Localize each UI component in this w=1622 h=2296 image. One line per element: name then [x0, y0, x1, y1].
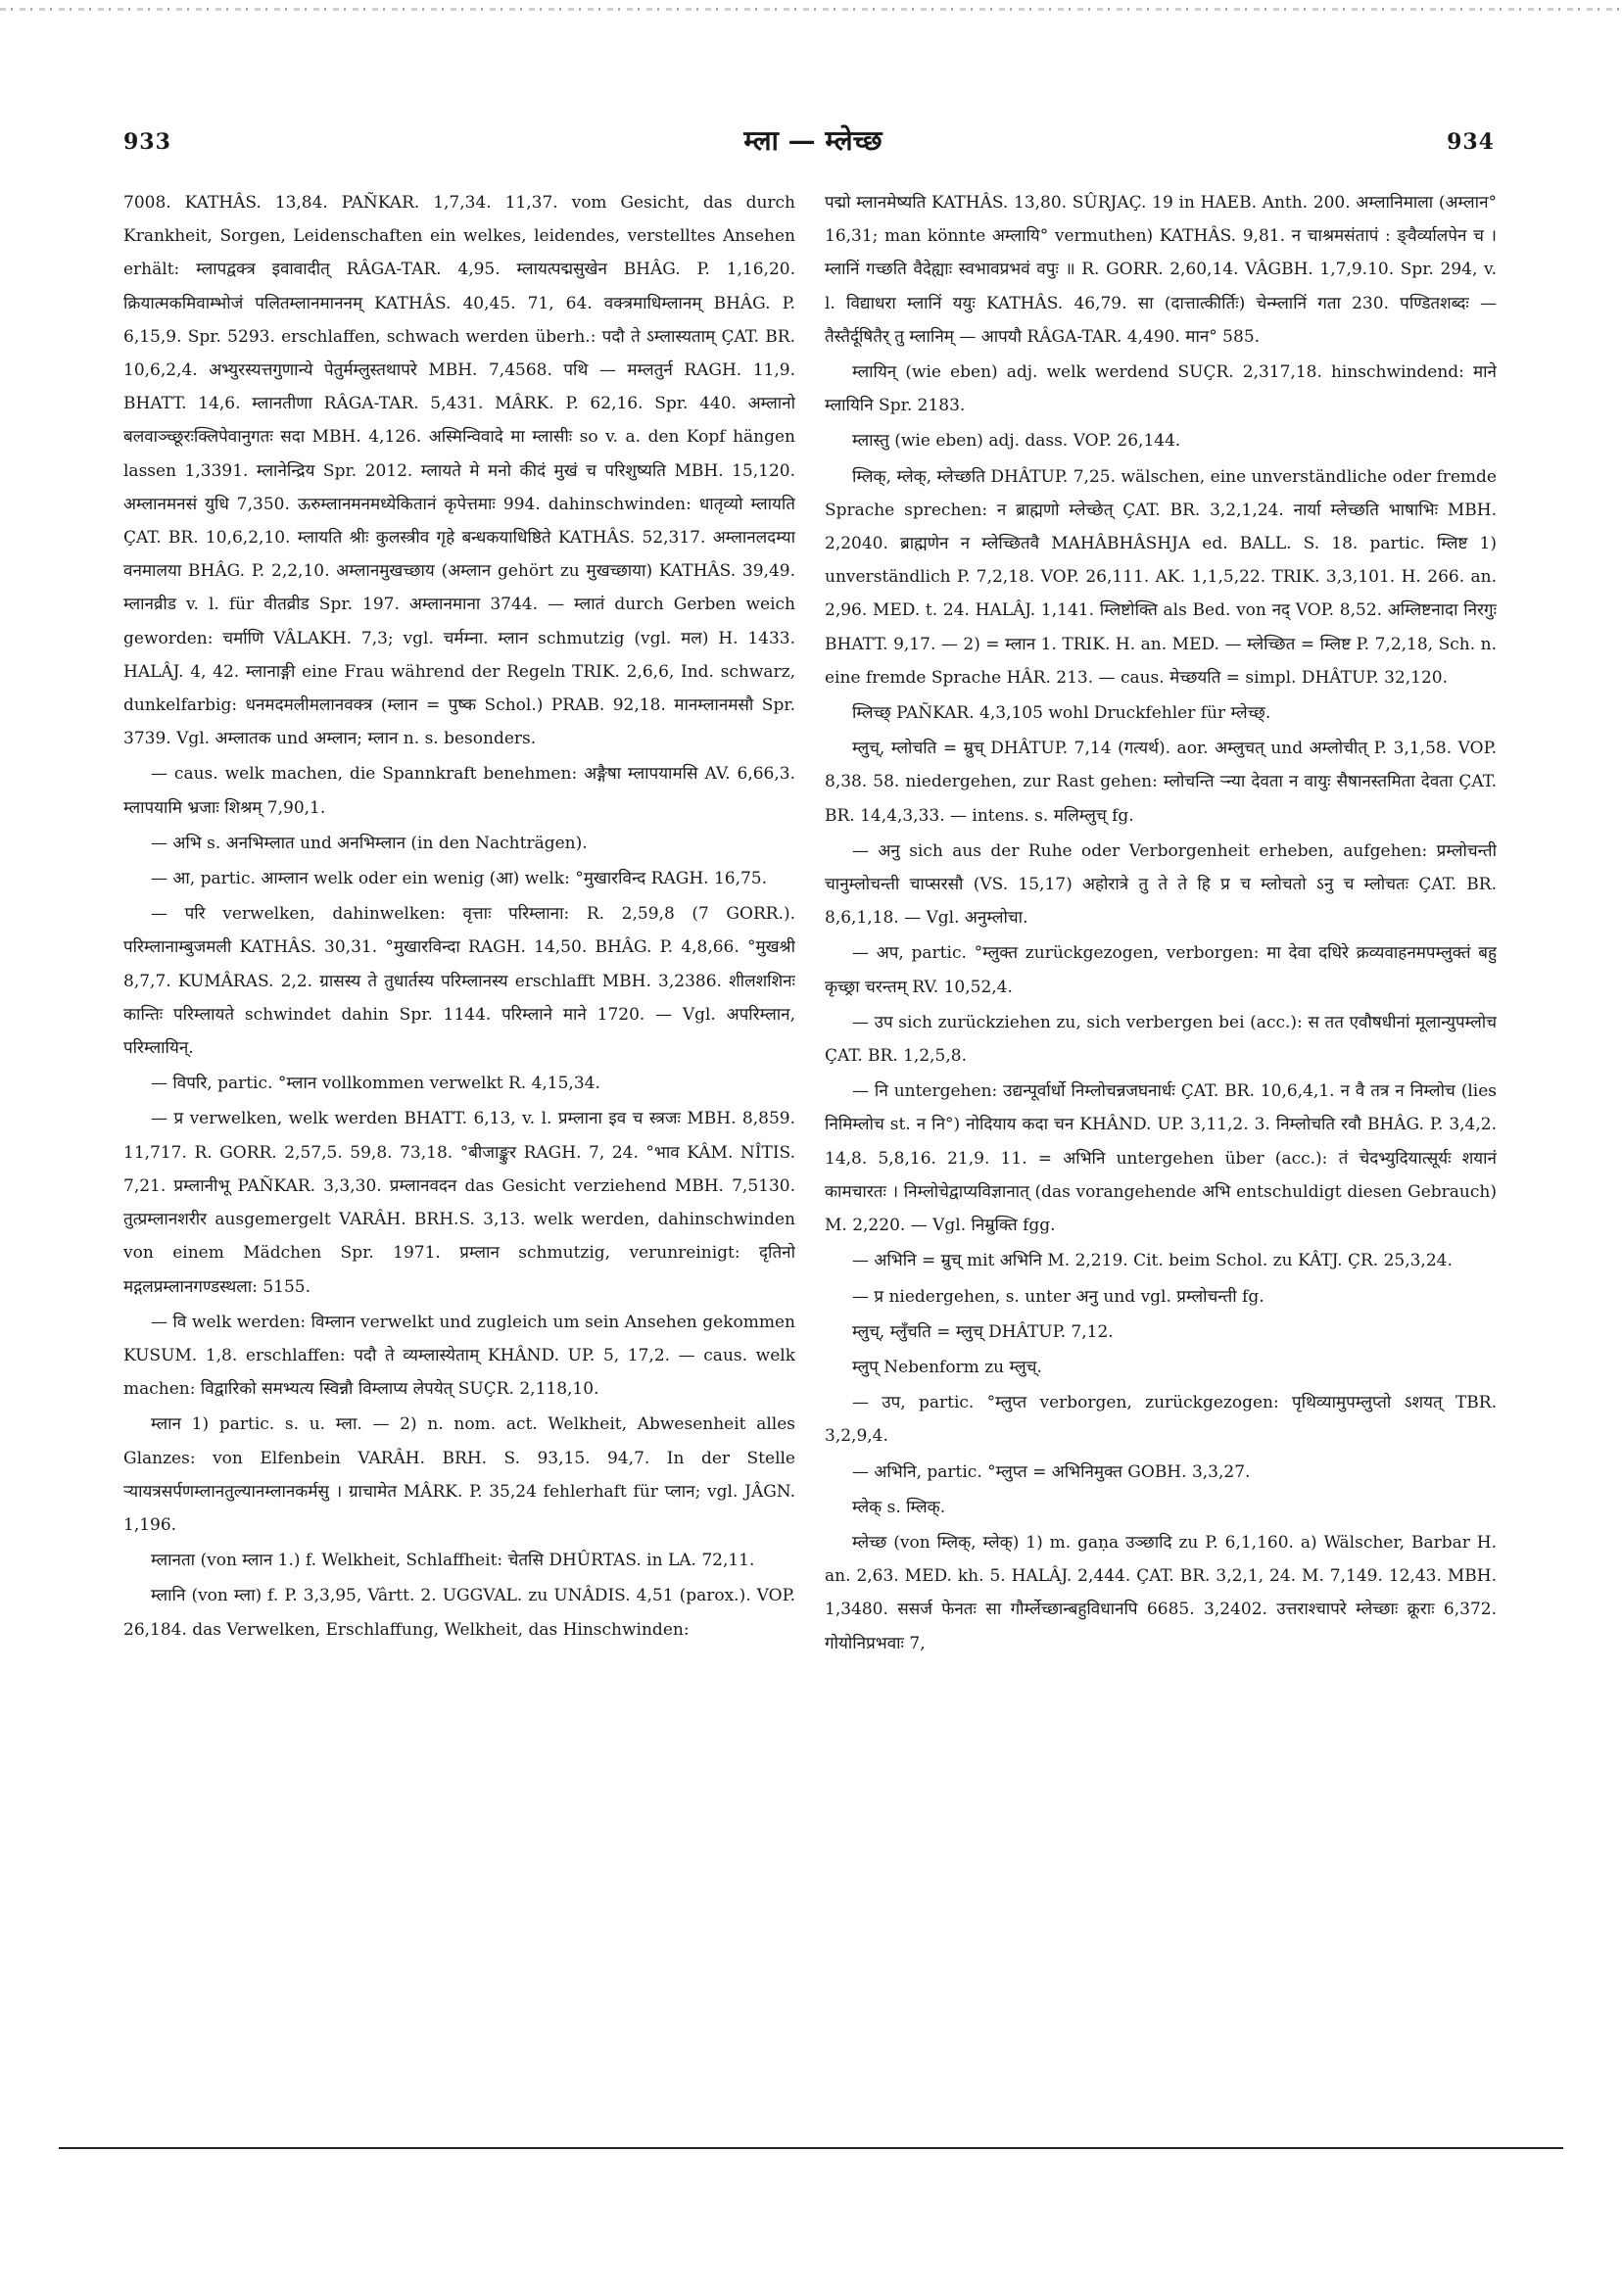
dictionary-entry: म्लुच्, म्लुँचति = म्लुच् DHÂTUP. 7,12. — [852, 1321, 1114, 1342]
dictionary-entry: — अनु sich aus der Ruhe oder Verborgenheit erheben, aufgehen: प्रम्लोचन्ती चानुम्लोचन्ती चाप्सरसौ (VS. 15,17) अहोरात्रे तु ते ते हि प्र च म्लोचतो ऽनु च म्लोचतः ÇAT. BR. 8,6,1,18. — Vgl. अनुम्लोचा. — [825, 840, 1497, 929]
dictionary-entry: म्लुप् Nebenform zu म्लुच्. — [852, 1357, 1042, 1377]
dictionary-entry: — अभिनि, partic. °म्लुप्त = अभिनिमुक्त GOBH. 3,3,27. — [852, 1461, 1251, 1482]
dictionary-entry: — अभि s. अनभिम्लात und अनभिम्लान (in den Nachträgen). — [151, 833, 588, 853]
dictionary-entry: म्लान 1) partic. s. u. म्ला. — 2) n. nom. act. Welkheit, Abwesenheit alles Glanzes: von Elfenbein VARÂH. BRH. S. 93,15. 94,7. In der Stelle ऱ्यायत्रसर्पणम्लानतुल्यानम्लानकर्मसु । ग्राचामेत MÂRK. P. 35,24 fehlerhaft für प्लान; vgl. JÂGN. 1,196. — [123, 1414, 795, 1535]
dictionary-entry: म्लिक्, म्लेक्, म्लेच्छति DHÂTUP. 7,25. wälschen, eine unverständliche oder fremde Sprache sprechen: न ब्राह्मणो म्लेच्छेत् ÇAT. BR. 3,2,1,24. नार्या म्लेच्छति भाषाभिः MBH. 2,2040. ब्राह्मणेन न म्लेच्छितवै MAHÂBHÂSHJA ed. BALL. S. 18. partic. म्लिष्ट 1) unverständlich P. 7,2,18. VOP. 26,111. AK. 1,1,5,22. TRIK. 3,3,101. H. 266. an. 2,96. MED. t. 24. HALÂJ. 1,141. म्लिष्टोक्ति als Bed. von नद् VOP. 8,52. अम्लिष्टनादा निरगुः BHATT. 9,17. — 2) = म्लान 1. TRIK. H. an. MED. — म्लेच्छित = म्लिष्ट P. 7,2,18, Sch. n. eine fremde Sprache HÂR. 213. — caus. मेच्छयति = simpl. DHÂTUP. 32,120. — [825, 466, 1497, 688]
running-head: म्ला — म्लेच्छ — [743, 124, 883, 157]
footer-rule — [59, 2147, 1563, 2149]
dictionary-entry: म्लानता (von म्लान 1.) f. Welkheit, Schlaffheit: चेतसि DHÛRTAS. in LA. 72,11. — [151, 1551, 755, 1571]
dictionary-entry: — नि untergehen: उद्यन्पूर्वार्धो निम्लोचन्नजघनार्धः ÇAT. BR. 10,6,4,1. न वै तत्र न निम्लोच (lies निमिम्लोच st. न नि°) नोदियाय कदा चन KHÂND. UP. 3,11,2. 3. निम्लोचति रवौ BHÂG. P. 3,4,2. 14,8. 5,8,16. 21,9. 11. = अभिनि untergehen über (acc.): तं चेदभ्युदियात्सूर्यः शयानं कामचारतः । निम्लोचेद्वाप्यविज्ञानात् (das vorangehende अभि entschuldigt diesen Gebrauch) M. 2,220. — Vgl. निम्रुक्ति fgg. — [825, 1081, 1497, 1236]
dictionary-entry: म्लायिन् (wie eben) adj. welk werdend SUÇR. 2,317,18. hinschwindend: माने म्लायिनि Spr. 2183. — [825, 362, 1497, 416]
dictionary-entry: म्लेक् s. म्लिक्. — [852, 1497, 946, 1517]
dictionary-entry: — प्र verwelken, welk werden BHATT. 6,13, v. l. प्रम्लाना इव च स्त्रजः MBH. 8,859. 11,717. R. GORR. 2,57,5. 59,8. 73,18. °बीजाङ्कुर RAGH. 7, 24. °भाव KÂM. NÎTIS. 7,21. प्रम्लानीभू PAÑKAR. 3,3,30. प्रम्लानवदन das Gesicht verziehend MBH. 7,5130. तुत्प्रम्लानशरीर ausgemergelt VARÂH. BRH.S. 3,13. welk werden, dahinschwinden von einem Mädchen Spr. 1971. प्रम्लान schmutzig, verunreinigt: दृतिनो मद्गलप्रम्लानगण्डस्थला: 5155. — [123, 1109, 795, 1297]
dictionary-entry: — अभिनि = म्रुच् mit अभिनि M. 2,219. Cit. beim Schol. zu KÂTJ. ÇR. 25,3,24. — [852, 1251, 1453, 1271]
dictionary-entry: म्लास्तु (wie eben) adj. dass. VOP. 26,144. — [852, 431, 1181, 452]
dictionary-entry: — आ, partic. आम्लान welk oder ein wenig (आ) welk: °मुखारविन्द RAGH. 16,75. — [151, 869, 768, 889]
left-column — [123, 186, 795, 2106]
dictionary-entry: — वि welk werden: विम्लान verwelkt und zugleich um sein Ansehen gekommen KUSUM. 1,8. erschlaffen: पदौ ते व्यम्लास्येताम् KHÂND. UP. 5, 17,2. — caus. welk machen: विद्वारिको समभ्यत्य स्विन्नौ विम्लाप्य लेपयेत् SUÇR. 2,118,10. — [123, 1312, 795, 1400]
dictionary-entry: म्लेच्छ (von म्लिक्, म्लेक्) 1) m. gaṇa उञ्छादि zu P. 6,1,160. a) Wälscher, Barbar H. an. 2,63. MED. kh. 5. HALÂJ. 2,444. ÇAT. BR. 3,2,1, 24. M. 7,149. 12,43. MBH. 1,3480. ससर्ज फेनतः सा गौर्म्लेच्छान्बहुविधानपि 6685. 3,2402. उत्तराश्चापरे म्लेच्छाः क्रूराः 6,372. गोयोनिप्रभवाः 7, — [825, 1532, 1497, 1653]
dictionary-entry: — विपरि, partic. °म्लान vollkommen verwelkt R. 4,15,34. — [151, 1074, 600, 1094]
dictionary-entry: — उप, partic. °म्लुप्त verborgen, zurückgezogen: पृथिव्यामुपम्लुप्तो ऽशयत् TBR. 3,2,9,4. — [825, 1393, 1497, 1447]
dictionary-entry: — परि verwelken, dahinwelken: वृत्ताः परिम्लाना: R. 2,59,8 (7 GORR.). परिम्लानाम्बुजमली KATHÂS. 30,31. °मुखारविन्दा RAGH. 14,50. BHÂG. P. 4,8,66. °मुखश्री 8,7,7. KUMÂRAS. 2,2. ग्रासस्य ते तुधार्तस्य परिम्लानस्य erschlafft MBH. 3,2386. शीलशशिनः कान्तिः परिम्लायते schwindet dahin Spr. 1144. परिम्लाने माने 1720. — Vgl. अपरिम्लान, परिम्लायिन्. — [123, 904, 795, 1059]
dictionary-entry: — अप, partic. °म्लुक्त zurückgezogen, verborgen: मा देवा दधिरे क्रव्यवाहनमपम्लुक्तं बहु कृच्छ्रा चरन्तम् RV. 10,52,4. — [825, 943, 1497, 997]
dictionary-entry: म्लिच्छ् PAÑKAR. 4,3,105 wohl Druckfehler für म्लेच्छ्. — [852, 703, 1271, 724]
scan-edge-artifact — [0, 8, 1622, 11]
dictionary-entry: — caus. welk machen, die Spannkraft benehmen: अङ्गैषा म्लापयामसि AV. 6,66,3. म्लापयामि भ्रजाः शिश्रम् 7,90,1. — [123, 764, 795, 818]
dictionary-entry: — प्र niedergehen, s. unter अनु und vgl. प्रम्लोचन्ती fg. — [852, 1286, 1264, 1307]
dictionary-entry: 7008. KATHÂS. 13,84. PAÑKAR. 1,7,34. 11,37. vom Gesicht, das durch Krankheit, Sorgen, Leidenschaften ein welkes, leidendes, verstelltes Ansehen erhält: म्लापद्वक्त्र इवावादीत् RÂGA-TAR. 4,95. म्लायत्पद्मसुखेन BHÂG. P. 1,16,20. क्रियात्मकमिवाम्भोजं पलितम्लानमाननम् KATHÂS. 40,45. 71, 64. वक्त्रमाधिम्लानम् BHÂG. P. 6,15,9. Spr. 5293. erschlaffen, schwach werden überh.: पदौ ते ऽम्लास्यताम् ÇAT. BR. 10,6,2,4. अभ्युरस्यत्तगुणान्ये पेतुर्मम्लुस्तथापरे MBH. 7,4568. पथि — मम्लतुर्न RAGH. 11,9. BHATT. 14,6. म्लानतीणा RÂGA-TAR. 5,431. MÂRK. P. 62,16. Spr. 440. अम्लानो बलवाञ्च्छूरःक्लिपेवानुगतः सदा MBH. 4,126. अस्मिन्विवादे मा म्लासीः so v. a. den Kopf hängen lassen 1,3391. म्लानेन्द्रिय Spr. 2012. म्लायते मे मनो कीदं मुखं च परिशुष्यति MBH. 15,120. अम्लानमनसं युधि 7,350. ऊरुम्लानमनमध्येकितानं कृपेत्तमाः 994. dahinschwinden: धातृव्यो म्लायति ÇAT. BR. 10,6,2,10. म्लायति श्रीः कुलस्त्रीव गृहे बन्धकयाधिष्ठिते KATHÂS. 52,317. अम्लानलदम्या वनमालया BHÂG. P. 2,2,10. अम्लानमुखच्छाय (अम्लान gehört zu मुखच्छाया) KATHÂS. 39,49. म्लानव्रीड v. l. für वीतव्रीड Spr. 197. अम्लानमाना 3744. — म्लातं durch Gerben weich geworden: चर्माणि VÂLAKH. 7,3; vgl. चर्मम्ना. म्लान schmutzig (vgl. मल) H. 1433. HALÂJ. 4, 42. म्लानाङ्गी eine Frau während der Regeln TRIK. 2,6,6, Ind. schwarz, dunkelfarbig: धनमदमलीमलानवक्त्र (म्लान = पुष्क Schol.) PRAB. 92,18. मानम्लानमसौ Spr. 3739. Vgl. अम्लातक und अम्लान; म्लान n. s. besonders. — [123, 193, 795, 749]
dictionary-entry: पद्मो म्लानमेष्यति KATHÂS. 13,80. SÛRJAÇ. 19 in HAEB. Anth. 200. अम्लानिमाला (अम्लान° 16,31; man könnte अम्लायि° vermuthen) KATHÂS. 9,81. न चाश्रमसंतापं : ङ्वैर्व्यालपेन च । म्लानिं गच्छति वैदेह्याः स्वभावप्रभवं वपुः ॥ R. GORR. 2,60,14. VÂGBH. 1,7,9.10. Spr. 294, v. l. विद्याधरा म्लानिं ययुः KATHÂS. 46,79. सा (दात्तात्कीर्तिः) चेन्म्लानिं गता 230. पण्डितशब्दः — तैस्तैर्दूषितैर् तु म्लानिम् — आपयौ RÂGA-TAR. 4,490. मान° 585. — [825, 193, 1497, 347]
dictionary-entry: म्लुच्, म्लोचति = म्रुच् DHÂTUP. 7,14 (गत्यर्थ). aor. अम्लुचत् und अम्लोचीत् P. 3,1,58. VOP. 8,38. 58. niedergehen, zur Rast gehen: म्लोचन्ति ऱ्न्या देवता न वायुः सैषानस्तमिता देवता ÇAT. BR. 14,4,3,33. — intens. s. मलिम्लुच् fg. — [825, 739, 1497, 826]
left-page-number: 933 — [123, 129, 171, 155]
right-column — [825, 186, 1497, 2106]
dictionary-entry: म्लानि (von म्ला) f. P. 3,3,95, Vârtt. 2. UGGVAL. zu UNÂDIS. 4,51 (parox.). VOP. 26,184. das Verwelken, Erschlaffung, Welkheit, das Hinschwinden: — [123, 1586, 795, 1640]
dictionary-entry: — उप sich zurückziehen zu, sich verbergen bei (acc.): स तत एवौषधीनां मूलान्युपम्लोच ÇAT. BR. 1,2,5,8. — [825, 1012, 1497, 1067]
right-page-number: 934 — [1447, 129, 1495, 155]
